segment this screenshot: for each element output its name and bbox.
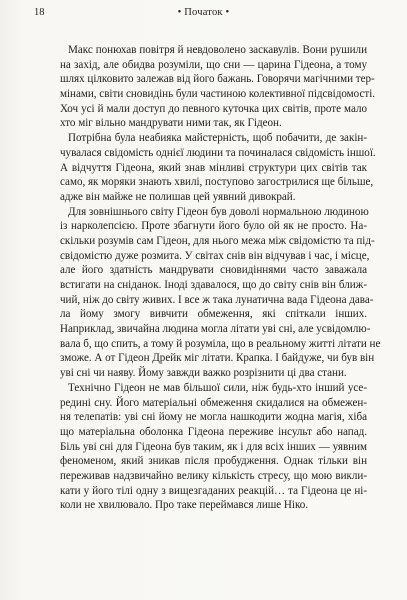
text-line: ня телепатів: уві сні йому не могла нашкодити жодна магія, хіба: [60, 411, 367, 424]
paragraph: [60, 381, 367, 513]
paragraph: [60, 205, 381, 381]
text-line: адже він майже не полишав цей уявний дивокрай.: [60, 190, 296, 203]
page-number: 18: [34, 7, 45, 18]
text-line: на захід, але обидва розуміли, що сни — царина Гідеона, а тому: [60, 58, 367, 71]
text-line: само, як моряки знають хвилі, поступово загострилися ще більше,: [60, 176, 374, 189]
text-line: Потрібна була неабияка майстерність, щоб побачити, де закін-: [68, 132, 367, 145]
text-line: чувалася свідомість однієї людини та починалася свідомість іншої.: [60, 146, 376, 159]
text-line: чий, ніж до світу живих. І все ж така лунатична вада Гідеона дава-: [60, 293, 374, 306]
text-line: свідомістю дуже розмита. У світах снів він відчував і час, і місце,: [60, 249, 370, 262]
text-line: скільки розумів сам Гідеон, для нього межа між свідомістю та під-: [60, 234, 375, 247]
text-line: кати у його тілі одну з вищезгаданих реакцій… та Гідеона це ні-: [60, 484, 367, 497]
text-line: встигати на сніданок. Іноді здавалося, що до світу снів він ближ-: [60, 279, 367, 291]
paragraph: [60, 43, 376, 131]
text-line: Макс понюхав повітря й невдоволено заскавулів. Вони рушили: [68, 44, 367, 56]
text-line: зможе. А от Гідеон Дрейк міг літати. Крапка. І байдуже, чи був він: [60, 352, 375, 365]
text-line: уві сні чи наяву. Йому завжди важко розрізнити ці два стани.: [60, 367, 347, 380]
text-line: феноменом, який зникав після пробудження. Однак тільки він: [60, 455, 367, 468]
text-line: Технічно Гідеон не мав більшої сили, ніж будь-хто інший усе-: [68, 381, 367, 394]
text-line: А відчуття Гідеона, який знав мінливі структури цих світів так: [60, 161, 367, 174]
text-line: що матеріальна оболонка Гідеона переживе інсульт або напад.: [60, 425, 367, 438]
text-line: шлях цілковито залежав від його бажань. Говорячи магічними тер-: [60, 73, 375, 86]
page-header: [34, 5, 373, 21]
text-line: Біль уві сні для Гідеона був таким, як і для всіх інших — уявним: [60, 440, 367, 453]
text-line: ла йому змогу вивчити обмеження, які спіткали інших.: [60, 308, 367, 321]
text-line: хто міг вільно мандрувати ними так, як Гідеон.: [60, 117, 282, 130]
text-line: коли не хвилювало. Про таке переймався лише Ніко.: [60, 499, 309, 512]
text-line: Наприклад, звичайна людина могла літати уві сні, але усвідомлю-: [60, 323, 371, 336]
text-line: редині сну. Його матеріальні обмеження скидалися на обмежен-: [60, 396, 367, 409]
running-head: • Початок •: [177, 7, 230, 18]
text-line: мінами, світи сновидінь були частиною колективної підсвідомості.: [60, 88, 376, 101]
text-line: вала б, що спить, а тому й розуміла, що в реальному житті літати не: [60, 337, 381, 350]
text-line: із нарколепсією. Проте збагнути його було ой як не просто. На-: [60, 220, 367, 233]
text-line: Для зовнішнього світу Гідеон був доволі нормальною людиною: [68, 205, 369, 218]
text-line: але його здатність мандрувати сновидіннями часто заважала: [60, 264, 367, 277]
text-line: переживав надзвичайно велику кількість стресу, що мою викли-: [60, 469, 367, 482]
text-line: Хоч усі й мали доступ до певного куточка цих світів, проте мало: [60, 102, 367, 115]
body-text: [60, 43, 381, 513]
paragraph: [60, 131, 376, 204]
